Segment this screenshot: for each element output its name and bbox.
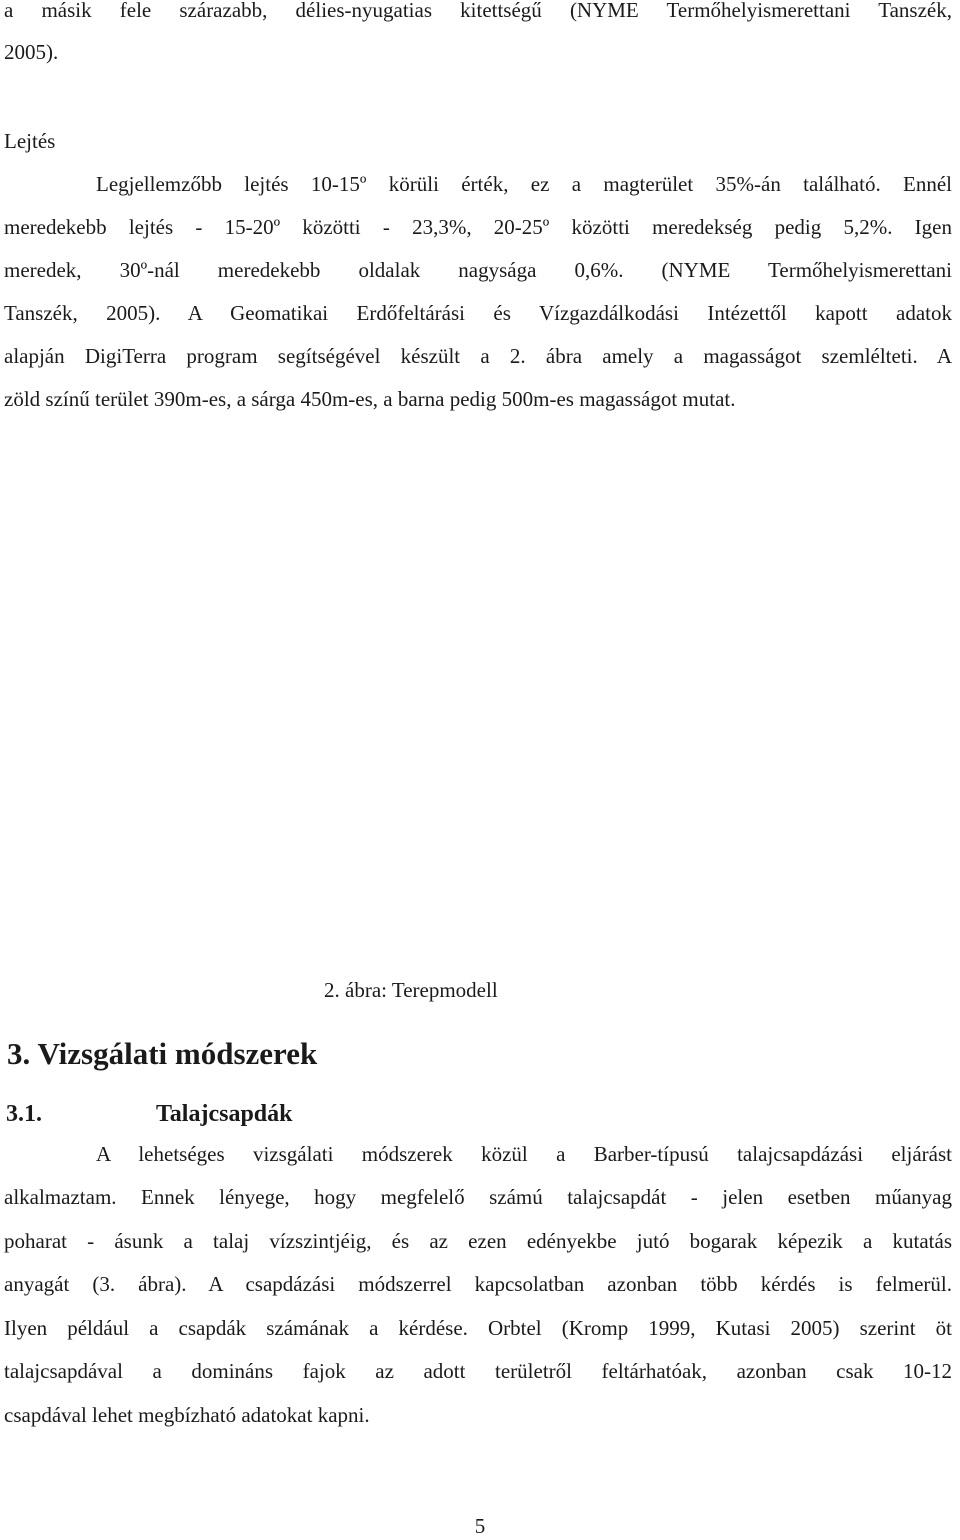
paragraph-line: Tanszék, 2005). A Geomatikai Erdőfeltárási és Vízgazdálkodási Intézettől kapott adatok — [4, 301, 952, 325]
paragraph-line: A lehetséges vizsgálati módszerek közül a Barber-típusú talajcsapdázási eljárást — [96, 1142, 952, 1166]
paragraph-line: alapján DigiTerra program segítségével készült a 2. ábra amely a magasságot szemlélteti. A — [4, 344, 952, 368]
paragraph-line: poharat - ásunk a talaj vízszintjéig, és az ezen edényekbe jutó bogarak képezik a kutatás — [4, 1229, 952, 1253]
subsection-title: Talajcsapdák — [156, 1101, 293, 1127]
figure-terrain-model — [0, 430, 960, 970]
subsection-number: 3.1. — [6, 1101, 42, 1127]
paragraph-line: alkalmaztam. Ennek lényege, hogy megfelelő számú talajcsapdát - jelen esetben műanyag — [4, 1185, 952, 1209]
section-heading-methods: 3. Vizsgálati módszerek — [7, 1036, 318, 1071]
paragraph-line: meredek, 30º-nál meredekebb oldalak nagysága 0,6%. (NYME Termőhelyismerettani — [4, 258, 952, 282]
figure-caption: 2. ábra: Terepmodell — [324, 978, 498, 1002]
paragraph-line: csapdával lehet megbízható adatokat kapni. — [4, 1403, 370, 1427]
page-number: 5 — [474, 1514, 486, 1538]
paragraph-line: Legjellemzőbb lejtés 10-15º körüli érték, ez a magterület 35%-án található. Ennél — [96, 172, 952, 196]
paragraph-line: meredekebb lejtés - 15-20º közötti - 23,3%, 20-25º közötti meredekség pedig 5,2%. Igen — [4, 215, 952, 239]
paragraph-line: anyagát (3. ábra). A csapdázási módszerrel kapcsolatban azonban több kérdés is felmerül. — [4, 1272, 952, 1296]
intro-line-2: 2005). — [4, 40, 59, 64]
paragraph-line: zöld színű terület 390m-es, a sárga 450m-es, a barna pedig 500m-es magasságot mutat. — [4, 387, 736, 411]
subsection-heading-soil-traps — [6, 1098, 293, 1130]
intro-line-1: a másik fele szárazabb, délies-nyugatias kitettségű (NYME Termőhelyismerettani Tanszék, — [4, 0, 952, 22]
paragraph-line: Ilyen például a csapdák számának a kérdése. Orbtel (Kromp 1999, Kutasi 2005) szerint öt — [4, 1316, 952, 1340]
paragraph-line: talajcsapdával a domináns fajok az adott területről feltárhatóak, azonban csak 10-12 — [4, 1359, 952, 1383]
section-heading-slope: Lejtés — [4, 129, 56, 153]
